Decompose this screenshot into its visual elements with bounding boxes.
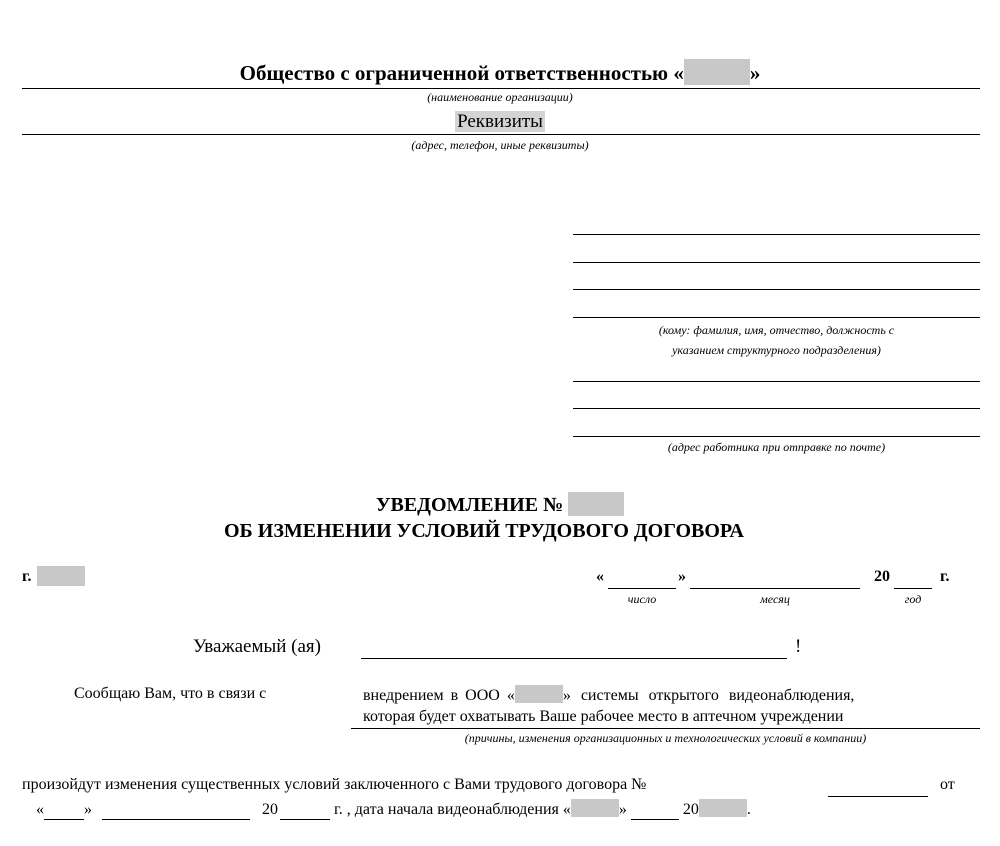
city-label: г. bbox=[22, 568, 32, 585]
month-caption: месяц bbox=[760, 592, 790, 606]
date-year-prefix: 20 bbox=[874, 568, 890, 585]
requisites-caption: (адрес, телефон, иные реквизиты) bbox=[411, 138, 589, 152]
org-caption: (наименование организации) bbox=[427, 90, 573, 104]
greeting-name-line[interactable] bbox=[361, 658, 787, 659]
body-lead: Сообщаю Вам, что в связи с bbox=[74, 685, 267, 702]
recipient-caption-line-1: (кому: фамилия, имя, отчество, должность с bbox=[658, 323, 895, 337]
recipient-line-3[interactable] bbox=[573, 289, 980, 290]
date-year-line[interactable] bbox=[894, 588, 932, 589]
greeting-label: Уважаемый (ая) bbox=[193, 636, 321, 657]
reason-underline bbox=[351, 728, 980, 729]
date-close-quote: » bbox=[678, 568, 686, 585]
para-end: . bbox=[746, 801, 751, 818]
video-start-year-redacted[interactable] bbox=[699, 799, 747, 817]
contract-number-line[interactable] bbox=[828, 796, 928, 797]
address-line-3[interactable] bbox=[573, 436, 980, 437]
para-from: от bbox=[940, 776, 955, 793]
requisites-field[interactable]: Реквизиты bbox=[457, 111, 543, 132]
notice-number-label: УВЕДОМЛЕНИЕ № bbox=[375, 494, 564, 516]
notice-title-line-1 bbox=[0, 492, 1000, 518]
year-caption: год bbox=[904, 592, 922, 606]
contract-year-line[interactable] bbox=[280, 801, 330, 820]
recipient-line-4[interactable] bbox=[573, 317, 980, 318]
recipient-line-1[interactable] bbox=[573, 234, 980, 235]
reason-line-1 bbox=[363, 685, 967, 705]
video-start-close-quote: » bbox=[618, 801, 627, 818]
video-start-month-line[interactable] bbox=[631, 801, 679, 820]
para-line-2 bbox=[36, 799, 751, 820]
video-start-year-prefix: 20 bbox=[682, 801, 699, 818]
reason-line-2[interactable]: которая будет охватывать Ваше рабочее место в аптечном учреждении bbox=[363, 708, 844, 725]
address-caption: (адрес работника при отправке по почте) bbox=[667, 440, 886, 454]
org-name-underline bbox=[22, 88, 980, 89]
date-open-quote: « bbox=[596, 568, 604, 585]
greeting-exclaim: ! bbox=[795, 636, 802, 657]
recipient-line-2[interactable] bbox=[573, 262, 980, 263]
contract-close-quote: » bbox=[84, 801, 92, 818]
reason-line-1-a: внедрением в ООО « bbox=[363, 687, 515, 704]
requisites-row bbox=[0, 110, 1000, 134]
date-month-line[interactable] bbox=[690, 588, 860, 589]
requisites-underline bbox=[22, 134, 980, 135]
reason-caption: (причины, изменения организационных и технологических условий в компании) bbox=[464, 731, 867, 745]
notice-title bbox=[0, 492, 1000, 544]
contract-day-line[interactable] bbox=[44, 801, 84, 820]
date-year-suffix: г. bbox=[940, 568, 950, 585]
video-start-day-redacted[interactable] bbox=[571, 799, 619, 817]
org-name-redacted[interactable] bbox=[684, 59, 750, 85]
org-suffix: » bbox=[749, 61, 761, 85]
contract-open-quote: « bbox=[36, 801, 44, 818]
company-name-redacted[interactable] bbox=[515, 685, 563, 703]
address-line-2[interactable] bbox=[573, 408, 980, 409]
para-line-1: произойдут изменения существенных условий заключенного с Вами трудового договора № bbox=[22, 776, 647, 793]
date-day-line[interactable] bbox=[608, 588, 676, 589]
notice-title-line-2: ОБ ИЗМЕНЕНИИ УСЛОВИЙ ТРУДОВОГО ДОГОВОРА bbox=[223, 520, 745, 542]
org-prefix: Общество с ограниченной ответственностью « bbox=[239, 61, 684, 85]
reason-line-1-b: » системы открытого видеонаблюдения, bbox=[562, 687, 855, 704]
day-caption: число bbox=[627, 592, 657, 606]
organization-name bbox=[0, 59, 1000, 87]
city-redacted[interactable] bbox=[37, 566, 85, 586]
contract-year-prefix: 20 bbox=[262, 801, 278, 818]
recipient-caption-line-2: указанием структурного подразделения) bbox=[672, 343, 881, 357]
notice-number-redacted[interactable] bbox=[568, 492, 624, 516]
video-start-label: г. , дата начала видеонаблюдения « bbox=[334, 801, 571, 818]
address-line-1[interactable] bbox=[573, 381, 980, 382]
recipient-caption bbox=[573, 320, 980, 360]
contract-month-line[interactable] bbox=[102, 801, 250, 820]
